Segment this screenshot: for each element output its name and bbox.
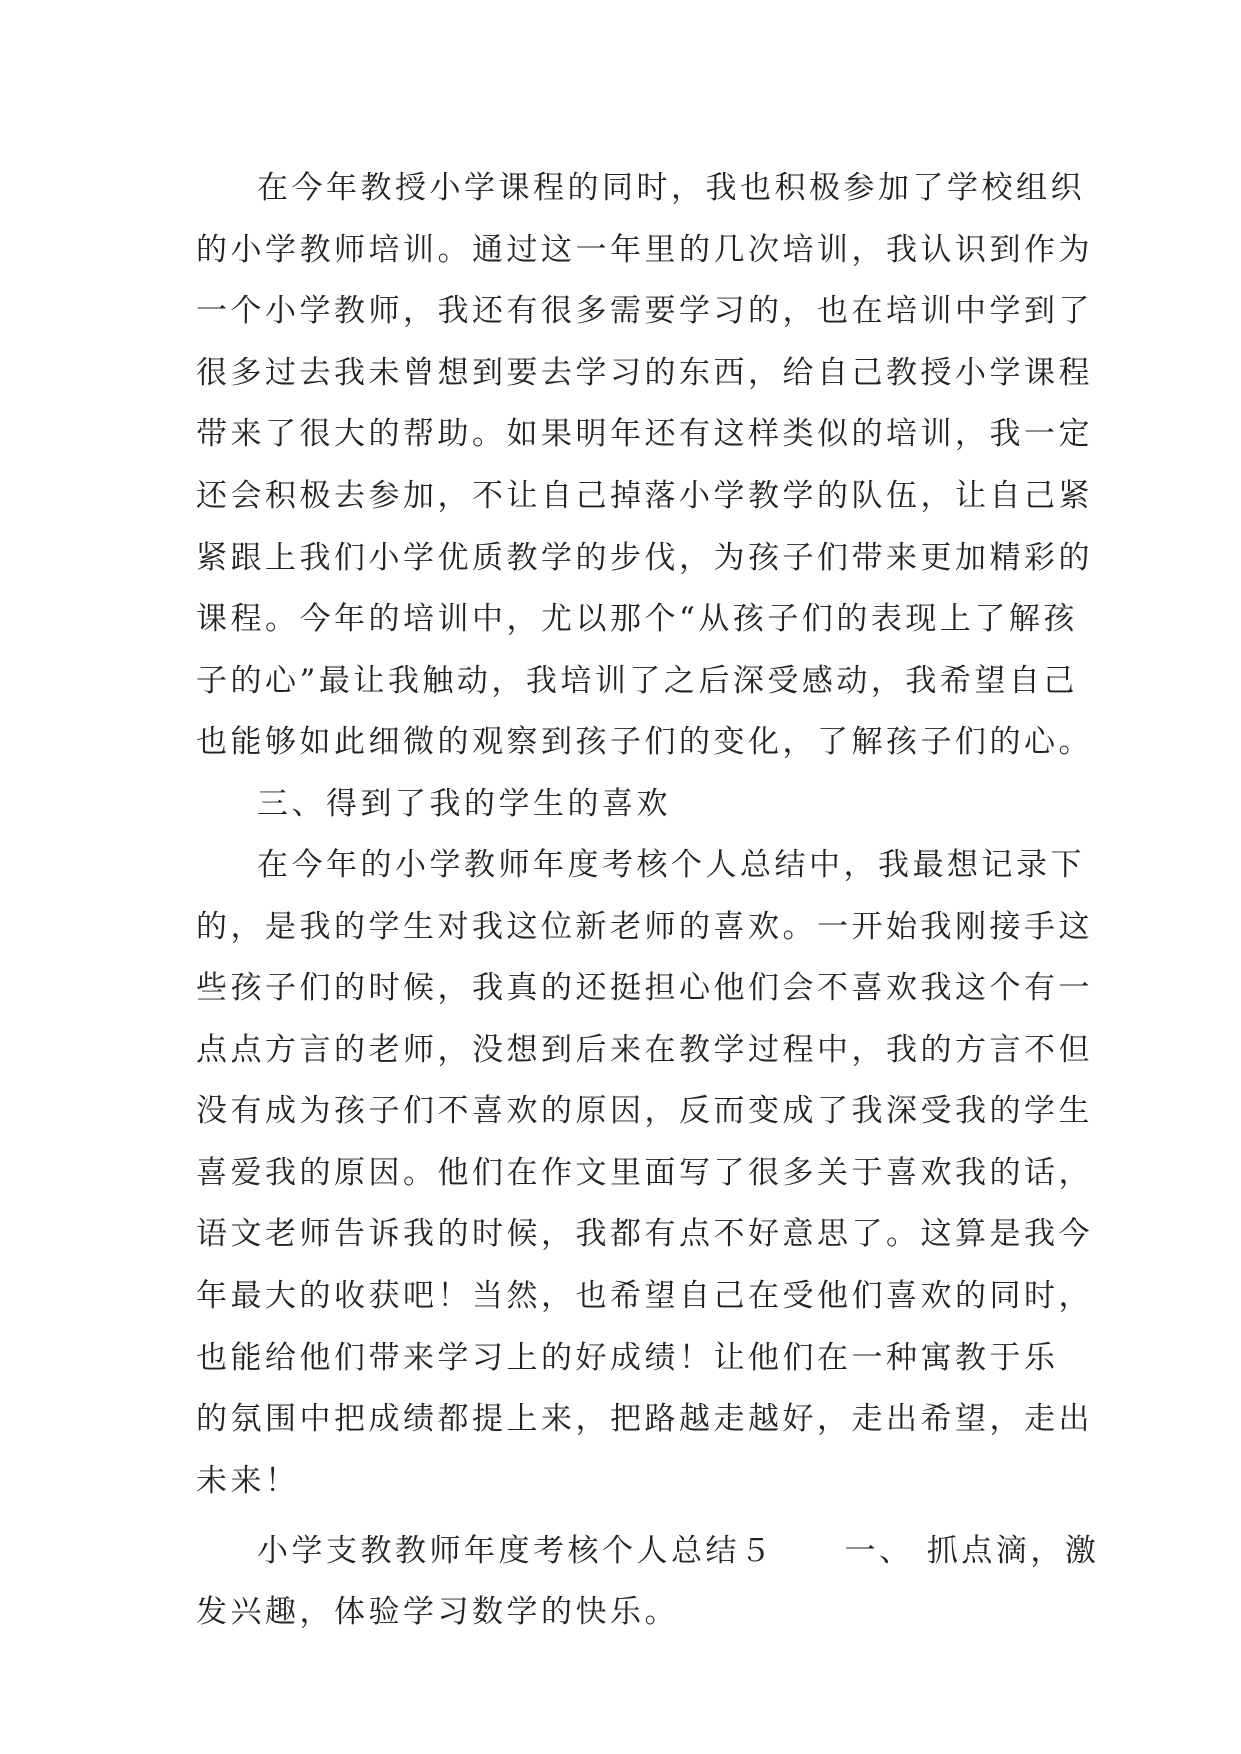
section-heading-3: 三、得到了我的学生的喜欢 [257, 786, 671, 822]
paragraph-3-line-2: 发兴趣，体验学习数学的快乐。 [196, 1594, 679, 1630]
paragraph-1-line-1: 在今年教授小学课程的同时，我也积极参加了学校组织 [257, 170, 1085, 206]
paragraph-2-line-5: 没有成为孩子们不喜欢的原因，反而变成了我深受我的学生 [196, 1093, 1093, 1129]
paragraph-2-line-2: 的，是我的学生对我这位新老师的喜欢。一开始我刚接手这 [196, 909, 1093, 945]
paragraph-3-line-1 [257, 1529, 1117, 1573]
paragraph-2-line-10: 的氛围中把成绩都提上来，把路越走越好，走出希望，走出 [196, 1401, 1093, 1437]
paragraph-2-line-11: 未来！ [196, 1463, 300, 1499]
paragraph-1-line-7: 紧跟上我们小学优质教学的步伐，为孩子们带来更加精彩的 [196, 540, 1093, 576]
paragraph-1-line-2: 的小学教师培训。通过这一年里的几次培训，我认识到作为 [196, 232, 1093, 268]
paragraph-1-line-6: 还会积极去参加，不让自己掉落小学教学的队伍，让自己紧 [196, 478, 1093, 514]
paragraph-1-line-8: 课程。今年的培训中，尤以那个“从孩子们的表现上了解孩 [196, 601, 1078, 637]
paragraph-2-line-1: 在今年的小学教师年度考核个人总结中，我最想记录下 [257, 847, 1085, 883]
paragraph-2-line-3: 些孩子们的时候，我真的还挺担心他们会不喜欢我这个有一 [196, 970, 1093, 1006]
paragraph-1-line-3: 一个小学教师，我还有很多需要学习的，也在培训中学到了 [196, 293, 1093, 329]
paragraph-2-line-8: 年最大的收获吧！当然，也希望自己在受他们喜欢的同时， [196, 1278, 1093, 1314]
summary-title: 小学支教教师年度考核个人总结５ [257, 1533, 775, 1569]
paragraph-2-line-6: 喜爱我的原因。他们在作文里面写了很多关于喜欢我的话， [196, 1155, 1093, 1191]
paragraph-2-line-9: 也能给他们带来学习上的好成绩！让他们在一种寓教于乐 [196, 1340, 1059, 1376]
paragraph-1-line-5: 带来了很大的帮助。如果明年还有这样类似的培训，我一定 [196, 416, 1093, 452]
paragraph-1-line-4: 很多过去我未曾想到要去学习的东西，给自己教授小学课程 [196, 355, 1093, 391]
paragraph-2-line-7: 语文老师告诉我的时候，我都有点不好意思了。这算是我今 [196, 1216, 1093, 1252]
paragraph-2-line-4: 点点方言的老师，没想到后来在教学过程中，我的方言不但 [196, 1032, 1093, 1068]
paragraph-1-line-9: 子的心”最让我触动，我培训了之后深受感动，我希望自己 [196, 663, 1078, 699]
point-one: 一、 抓点滴，激 [844, 1533, 1100, 1569]
paragraph-1-line-10: 也能够如此细微的观察到孩子们的变化，了解孩子们的心。 [196, 724, 1093, 760]
